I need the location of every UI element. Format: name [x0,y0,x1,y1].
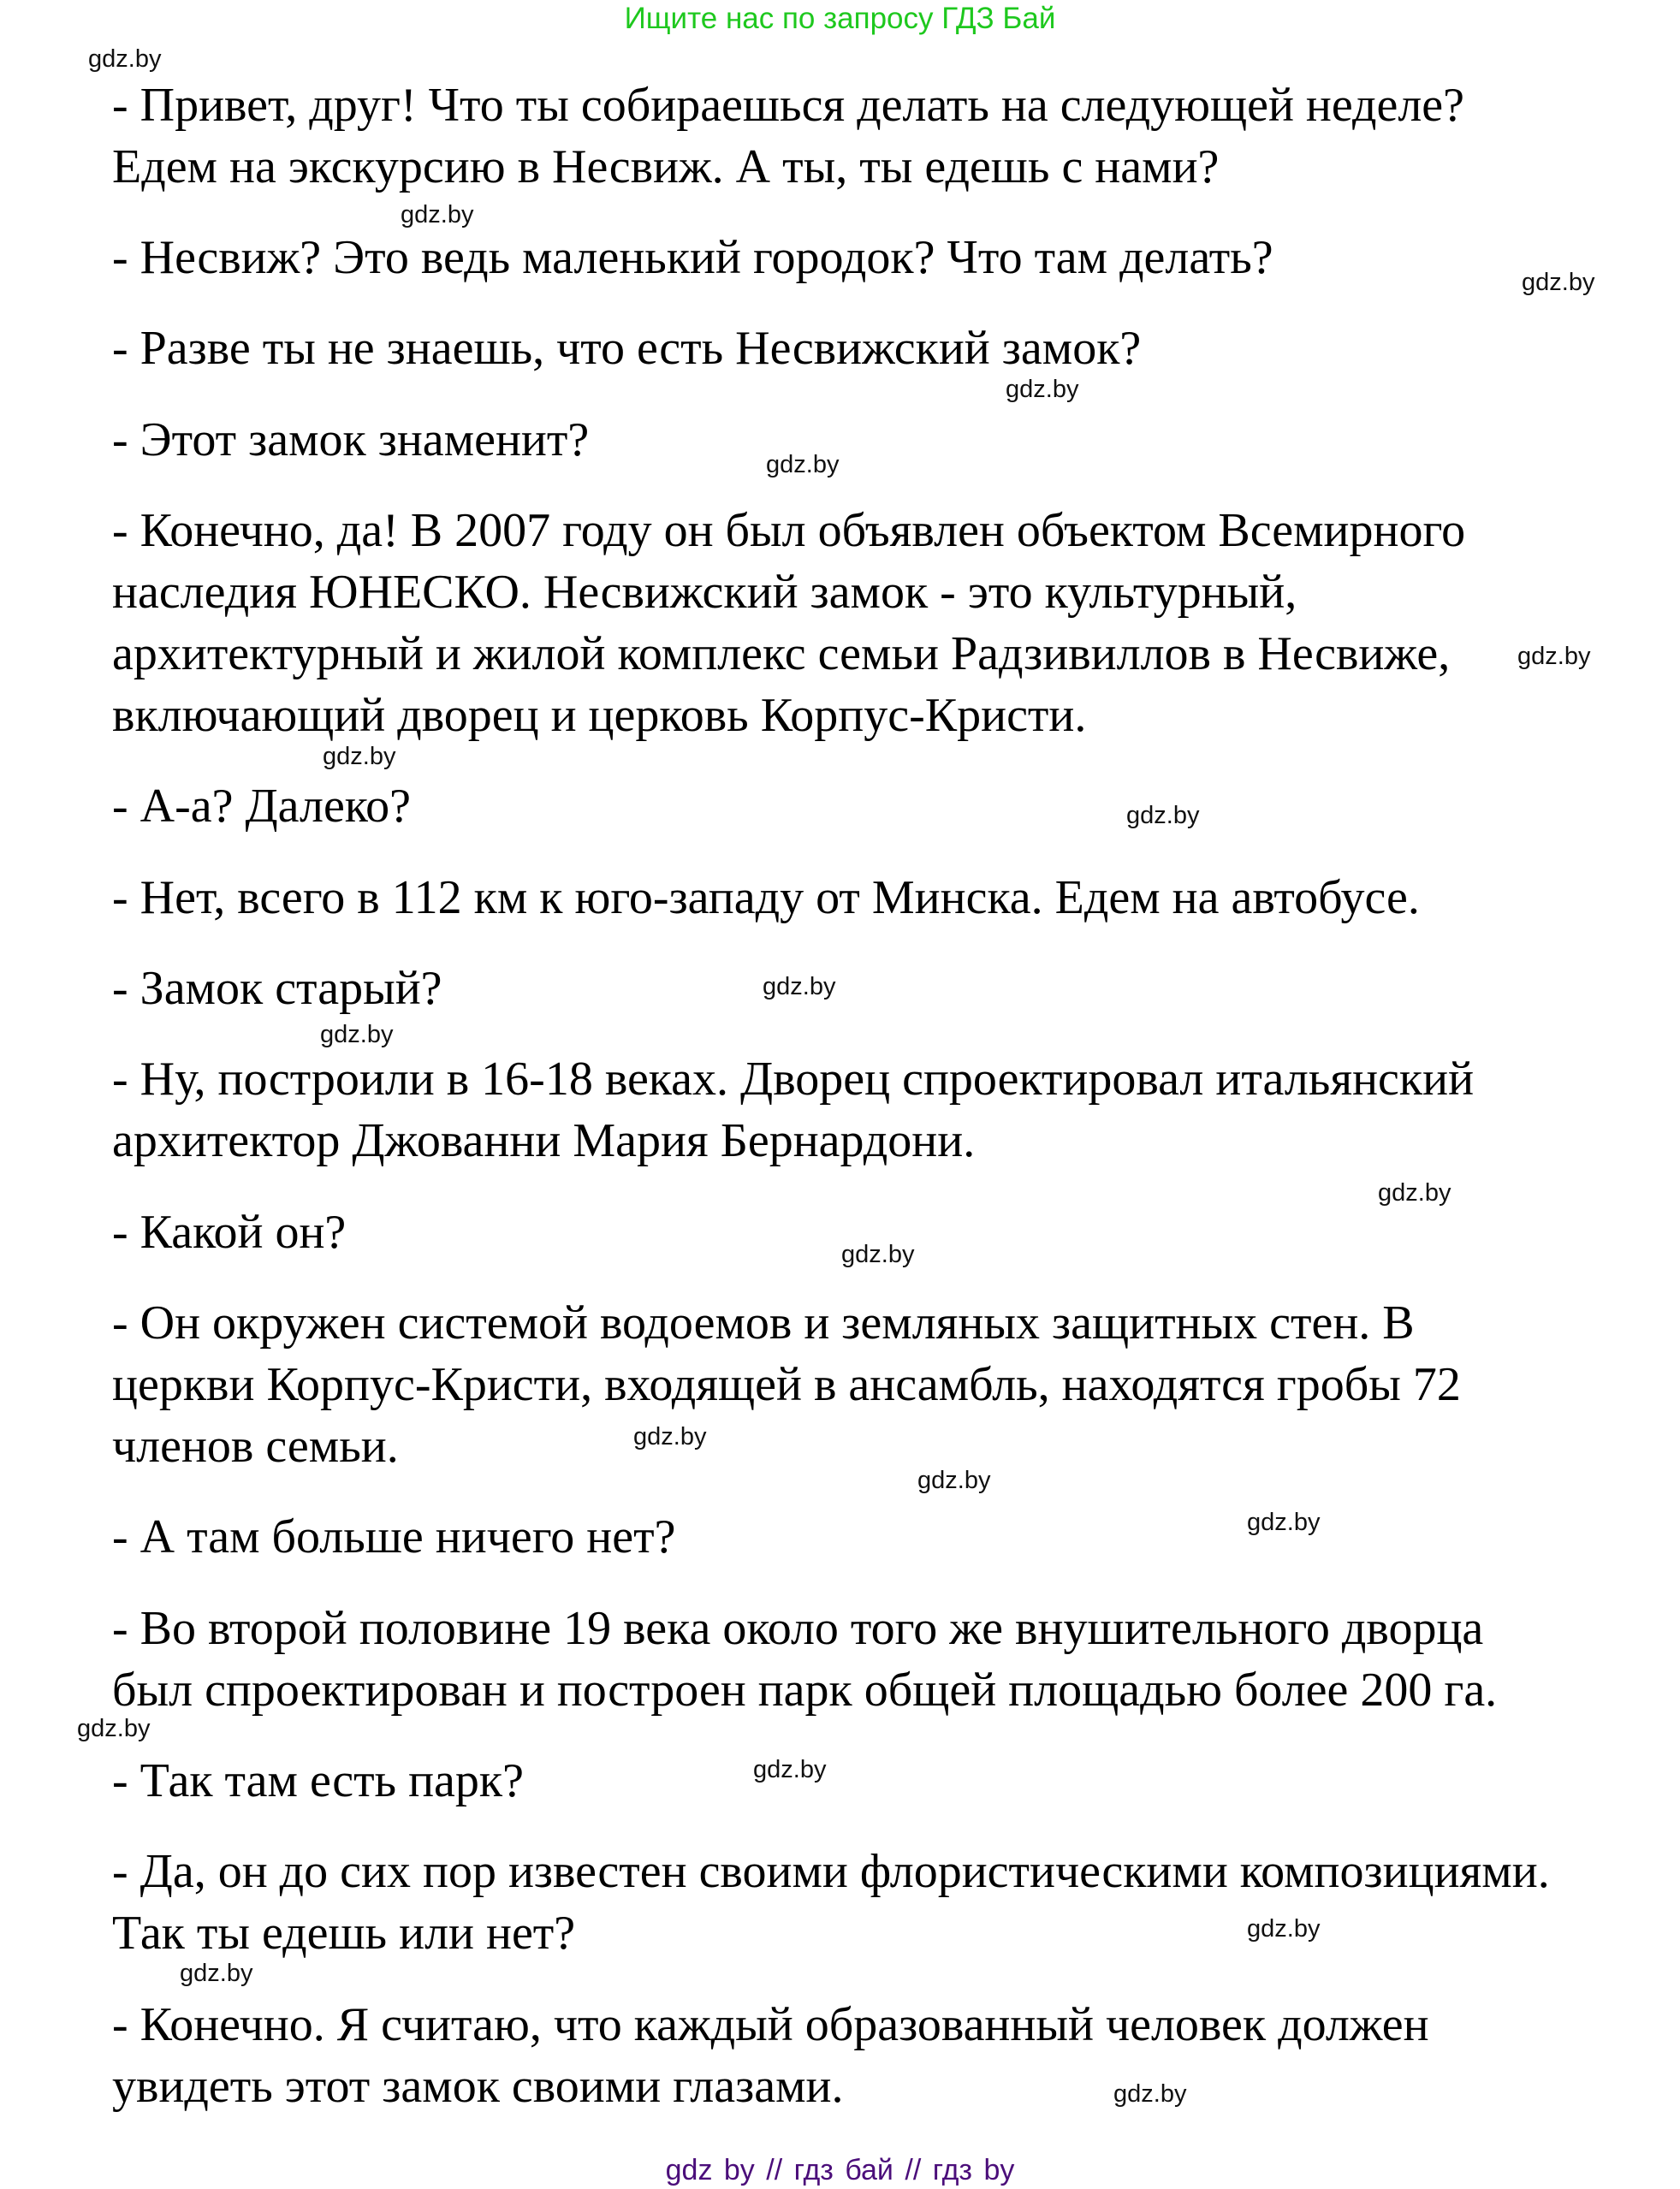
dialogue-line: - Привет, друг! Что ты собираешься делать на следующей неделе? [112,79,1465,132]
dialogue-line: Едем на экскурсию в Несвиж. А ты, ты едешь с нами? [112,140,1220,193]
watermark: gdz.by [763,973,836,1000]
watermark: gdz.by [841,1241,915,1268]
dialogue-line: архитектор Джованни Мария Бернардони. [112,1114,976,1167]
dialogue-line: - Замок старый? [112,962,442,1015]
watermark: gdz.by [1517,643,1591,670]
watermark: gdz.by [1247,1509,1321,1536]
dialogue-line: - Разве ты не знаешь, что есть Несвижский замок? [112,322,1142,375]
watermark: gdz.by [1126,802,1200,829]
dialogue-line: - Конечно, да! В 2007 году он был объявлен объектом Всемирного [112,504,1466,557]
watermark: gdz.by [633,1423,707,1450]
dialogue-line: - Да, он до сих пор известен своими флористическими композициями. [112,1845,1550,1898]
watermark: gdz.by [77,1715,151,1742]
dialogue-line: - Какой он? [112,1206,347,1259]
watermark: gdz.by [917,1467,991,1494]
watermark: gdz.by [320,1021,394,1048]
watermark: gdz.by [1522,269,1595,296]
dialogue-line: - Во второй половине 19 века около того же внушительного дворца [112,1602,1484,1655]
dialogue-line: включающий дворец и церковь Корпус-Кристи. [112,689,1087,742]
watermark: gdz.by [88,45,162,73]
dialogue-line: - Несвиж? Это ведь маленький городок? Что там делать? [112,231,1273,284]
dialogue-line: - Он окружен системой водоемов и земляных защитных стен. В [112,1296,1415,1350]
dialogue-line: - Ну, построили в 16-18 веках. Дворец спроектировал итальянский [112,1053,1475,1106]
dialogue-line: церкви Корпус-Кристи, входящей в ансамбль, находятся гробы 72 [112,1358,1461,1411]
dialogue-line: был спроектирован и построен парк общей площадью более 200 га. [112,1664,1498,1717]
dialogue-line: Так ты едешь или нет? [112,1907,576,1960]
footer-links: gdz by // гдз бай // гдз by [665,2154,1015,2186]
watermark: gdz.by [1006,376,1079,403]
watermark: gdz.by [1378,1179,1451,1207]
dialogue-line: - Нет, всего в 112 км к юго-западу от Минска. Едем на автобусе. [112,871,1420,924]
dialogue-line: членов семьи. [112,1420,399,1473]
dialogue-line: - Так там есть парк? [112,1754,524,1807]
watermark: gdz.by [1113,2080,1187,2108]
watermark: gdz.by [401,201,474,228]
watermark: gdz.by [766,451,840,478]
dialogue-line: наследия ЮНЕСКО. Несвижский замок - это культурный, [112,566,1297,619]
dialogue-line: увидеть этот замок своими глазами. [112,2060,844,2113]
watermark: gdz.by [753,1756,827,1783]
watermark: gdz.by [1247,1915,1321,1943]
dialogue-line: архитектурный и жилой комплекс семьи Радзивиллов в Несвиже, [112,627,1451,680]
watermark: gdz.by [180,1960,253,1987]
dialogue-line: - Конечно. Я считаю, что каждый образованный человек должен [112,1998,1429,2051]
watermark: gdz.by [323,743,396,770]
dialogue-line: - А-а? Далеко? [112,780,412,833]
dialogue-line: - Этот замок знаменит? [112,413,590,466]
search-hint-banner: Ищите нас по запросу ГДЗ Бай [624,2,1056,35]
dialogue-line: - А там больше ничего нет? [112,1510,676,1563]
